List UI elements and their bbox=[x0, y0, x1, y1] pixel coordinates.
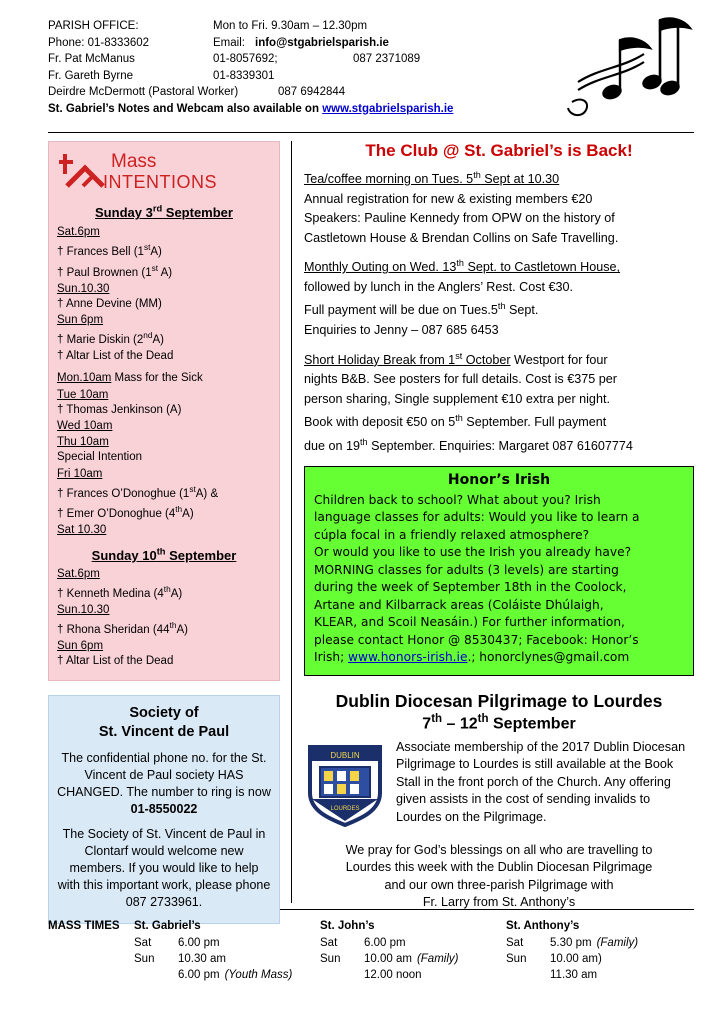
crest-top-text: DUBLIN bbox=[330, 750, 360, 760]
honors-irish-box bbox=[304, 466, 694, 676]
mass-note: (Family) bbox=[596, 937, 639, 949]
mass-time: 6.00 pm bbox=[178, 969, 220, 981]
mass-time-line bbox=[134, 935, 320, 951]
svp-box bbox=[48, 695, 280, 924]
pastoral-worker-name: Deirdre McDermott (Pastoral Worker) bbox=[48, 86, 239, 98]
club-holiday-deposit: Book with deposit €50 on 5th September. Full payment bbox=[304, 413, 607, 430]
mass-day bbox=[506, 967, 550, 983]
honor-line: KLEAR, and Scoil Neasáin.) For further information, bbox=[314, 615, 625, 630]
mass-intentions-box bbox=[48, 141, 280, 681]
mass-day-note: Mass for the Sick bbox=[111, 372, 203, 385]
honor-line: Artane and Kilbarrack areas (Coláiste Dhúlaigh, bbox=[314, 597, 604, 612]
mass-day-heading bbox=[57, 371, 271, 387]
mass-day-heading: Sat 10.30 bbox=[57, 524, 107, 537]
club-holiday-due: due on 19th September. Enquiries: Margaret 087 61607774 bbox=[304, 436, 633, 454]
club-speakers-1: Speakers: Pauline Kennedy from OPW on the history of bbox=[304, 211, 615, 226]
sunday-3-base: Sunday 3 bbox=[95, 205, 153, 221]
honor-line: language classes for adults: Would you like to learn a bbox=[314, 510, 640, 525]
lourdes-date-mid: – 12 bbox=[442, 714, 478, 732]
honor-line: please contact Honor @ 8530437; Facebook: Honor’s bbox=[314, 632, 639, 647]
mass-day: Sat bbox=[506, 937, 524, 949]
pastoral-worker-mobile: 087 6942844 bbox=[278, 86, 346, 98]
pilgrimage-crest-icon bbox=[304, 741, 386, 827]
svp-title-line1: Society of bbox=[129, 704, 199, 721]
svg-text:Mass: Mass bbox=[111, 151, 157, 172]
mass-entry: † Thomas Jenkinson (A) bbox=[57, 403, 182, 416]
club-title: The Club @ St. Gabriel’s is Back! bbox=[365, 141, 633, 160]
contact-row bbox=[48, 18, 488, 35]
sunday-3-sup: rd bbox=[152, 204, 163, 214]
mass-day-label: Mon.10am bbox=[57, 372, 112, 385]
lourdes-crest bbox=[304, 741, 386, 832]
club-holiday-details-1: nights B&B. See posters for full details. Cost is €375 per bbox=[304, 372, 617, 387]
club-tea-line: Tea/coffee morning on Tues. 5th Sept at 10.30 bbox=[304, 170, 560, 187]
sunday-10-tail: September bbox=[165, 547, 237, 563]
mass-note: (Family) bbox=[416, 953, 459, 965]
mass-entry: † Kenneth Medina (4thA) bbox=[57, 584, 183, 600]
lourdes-prayer-line: Fr. Larry from St. Anthony’s bbox=[422, 895, 576, 910]
priest-name-2: Fr. Gareth Byrne bbox=[48, 69, 134, 82]
mass-day-heading: Tue 10am bbox=[57, 388, 109, 401]
mass-time-line bbox=[320, 935, 506, 951]
mass-entry: † Anne Devine (MM) bbox=[57, 297, 162, 310]
mass-day-heading: Sun.10.30 bbox=[57, 282, 110, 295]
mass-day-heading: Wed 10am bbox=[57, 420, 113, 433]
club-speakers-2: Castletown House & Brendan Collins on Safe Travelling. bbox=[304, 230, 619, 245]
club-holiday-details-2: person sharing, Single supplement €10 extra per night. bbox=[304, 391, 610, 406]
lourdes-date-sup2: th bbox=[477, 712, 489, 725]
mass-entry: † Emer O’Donoghue (4thA) bbox=[57, 505, 194, 520]
club-outing-line: Monthly Outing on Wed. 13th Sept. to Castletown House, bbox=[304, 258, 621, 275]
mass-logo-icon bbox=[59, 148, 269, 194]
mass-times-label: MASS TIMES bbox=[48, 920, 120, 932]
lourdes-row bbox=[304, 739, 694, 832]
sunday-3-tail: September bbox=[162, 205, 233, 221]
svp-para1-text: The confidential phone no. for the St. Vincent de Paul society HAS CHANGED. The number to ring is now bbox=[57, 750, 271, 799]
club-holiday-line: Short Holiday Break from 1st October Westport for four bbox=[304, 350, 608, 367]
lourdes-prayer-line: We pray for God’s blessings on all who are travelling to bbox=[345, 842, 653, 857]
lourdes-prayer bbox=[304, 842, 694, 912]
priest-name-1: Fr. Pat McManus bbox=[48, 53, 135, 65]
mass-day: Sat bbox=[134, 937, 152, 949]
honor-line-pre: Irish; bbox=[314, 650, 349, 665]
mass-time-line bbox=[320, 951, 506, 967]
sunday-10-heading bbox=[57, 546, 271, 562]
honor-line-post: .; honorclynes@gmail.com bbox=[467, 650, 630, 665]
webcam-text: St. Gabriel’s Notes and Webcam also available on bbox=[48, 102, 323, 115]
mass-day-heading: Thu 10am bbox=[57, 436, 109, 449]
contact-row bbox=[48, 35, 488, 52]
parish-website-link[interactable]: www.stgabrielsparish.ie bbox=[322, 102, 454, 115]
club-outing-enquiries: Enquiries to Jenny – 087 685 6453 bbox=[304, 323, 499, 338]
priest-phone-1: 01-8057692; bbox=[213, 53, 278, 65]
club-outing-payment: Full payment will be due on Tues.5th Sept. bbox=[304, 301, 539, 318]
office-label: PARISH OFFICE: bbox=[48, 20, 139, 32]
svg-text:INTENTIONS: INTENTIONS bbox=[103, 172, 218, 192]
mass-time-line bbox=[320, 967, 506, 983]
mass-note: (Youth Mass) bbox=[224, 969, 293, 981]
mass-day: Sun bbox=[320, 953, 341, 965]
email-label: Email: bbox=[213, 36, 245, 49]
mass-day: Sat bbox=[320, 937, 338, 949]
office-phone: Phone: 01-8333602 bbox=[48, 36, 150, 49]
church-name: St. Gabriel’s bbox=[134, 920, 201, 932]
lourdes-date-tail: September bbox=[488, 714, 576, 732]
lourdes-date-start: 7 bbox=[422, 714, 432, 732]
mass-day-heading: Sun 6pm bbox=[57, 640, 104, 653]
mass-entry: † Frances Bell (1stA) bbox=[57, 243, 162, 259]
left-column bbox=[48, 141, 292, 909]
mass-times-column-gabriels bbox=[134, 918, 320, 983]
mass-day: Sun bbox=[134, 953, 155, 965]
honor-line: Or would you like to use the Irish you already have? bbox=[314, 545, 632, 560]
office-hours: Mon to Fri. 9.30am – 12.30pm bbox=[213, 20, 368, 32]
mass-time: 5.30 pm bbox=[550, 937, 592, 949]
sunday-10-base: Sunday 10 bbox=[91, 547, 157, 563]
mass-time-line bbox=[506, 935, 676, 951]
mass-entry: † Paul Brownen (1st A) bbox=[57, 263, 173, 279]
contact-row bbox=[48, 68, 488, 85]
honor-line: cúpla focal in a friendly relaxed atmosphere? bbox=[314, 527, 590, 542]
lourdes-prayer-line: and our own three-parish Pilgrimage with bbox=[384, 877, 614, 892]
mass-day bbox=[320, 967, 364, 983]
music-notes-icon bbox=[560, 10, 700, 130]
mass-entry: † Marie Diskin (2ndA) bbox=[57, 331, 164, 347]
lourdes-title: Dublin Diocesan Pilgrimage to Lourdes bbox=[335, 690, 663, 711]
mass-entry: Special Intention bbox=[57, 451, 143, 464]
email-address[interactable]: info@stgabrielsparish.ie bbox=[255, 36, 389, 49]
mass-entry: † Altar List of the Dead bbox=[57, 655, 174, 668]
honor-line-link bbox=[314, 649, 684, 667]
church-name: St. Anthony’s bbox=[506, 920, 580, 932]
lourdes-prayer-line: Lourdes this week with the Dublin Diocesan Pilgrimage bbox=[345, 860, 653, 875]
honor-line: Children back to school? What about you? Irish bbox=[314, 492, 601, 507]
svp-phone-number: 01-8550022 bbox=[130, 801, 198, 816]
lourdes-dates bbox=[304, 713, 694, 733]
mass-day-heading: Sun 6pm bbox=[57, 314, 104, 327]
honor-line: MORNING classes for adults (3 levels) are starting bbox=[314, 562, 619, 577]
mass-day-heading: Sat.6pm bbox=[57, 567, 100, 580]
contact-table bbox=[48, 18, 488, 101]
mass-entry: † Frances O’Donoghue (1stA) & bbox=[57, 484, 219, 500]
svp-paragraph-1 bbox=[57, 750, 271, 818]
mass-time-line bbox=[506, 951, 676, 967]
parish-header bbox=[48, 18, 694, 133]
mass-time-line bbox=[134, 967, 320, 983]
svp-paragraph-2: The Society of St. Vincent de Paul in Clontarf would welcome new members. If you would like to help with this important work, please phone 087 2733961. bbox=[57, 826, 271, 909]
club-registration: Annual registration for new & existing members €20 bbox=[304, 191, 593, 206]
honors-irish-body bbox=[314, 492, 684, 667]
club-holiday-rest: Westport for four bbox=[510, 352, 608, 367]
mass-times-column-johns bbox=[320, 918, 506, 983]
honors-irish-title: Honor’s Irish bbox=[447, 471, 551, 488]
mass-intentions-logo bbox=[57, 148, 271, 194]
mass-time: 12.00 noon bbox=[364, 969, 422, 981]
mass-time: 6.00 pm bbox=[364, 937, 406, 949]
club-outing-lunch: followed by lunch in the Anglers’ Rest. Cost €30. bbox=[304, 279, 574, 294]
mass-entry: † Altar List of the Dead bbox=[57, 349, 174, 362]
sunday-3-heading bbox=[57, 204, 271, 220]
mass-time: 10.30 am bbox=[178, 953, 226, 965]
crest-bottom-text: LOURDES bbox=[330, 805, 360, 812]
mass-time: 11.30 am bbox=[550, 969, 598, 981]
mass-day: Sun bbox=[506, 953, 527, 965]
priest-phone-2: 01-8339301 bbox=[213, 69, 275, 82]
main-content bbox=[48, 141, 694, 910]
mass-day-heading: Sat.6pm bbox=[57, 226, 100, 239]
svp-title-line2: St. Vincent de Paul bbox=[98, 723, 230, 740]
contact-row bbox=[48, 84, 488, 101]
mass-time: 10.00 am bbox=[364, 953, 412, 965]
mass-entry: † Rhona Sheridan (44thA) bbox=[57, 621, 188, 636]
mass-day-heading: Fri 10am bbox=[57, 467, 103, 480]
contact-row bbox=[48, 51, 488, 68]
mass-times-column-anthonys bbox=[506, 918, 676, 983]
lourdes-date-sup1: th bbox=[431, 712, 443, 725]
sunday-10-sup: th bbox=[156, 546, 166, 557]
lourdes-paragraph: Associate membership of the 2017 Dublin Diocesan Pilgrimage to Lourdes is still available at the Book Stall in the front porch of the Church. Any offering given assists in the cost of sending invalids to Lourdes on the Pilgrimage. bbox=[396, 739, 686, 824]
right-column bbox=[292, 141, 694, 910]
priest-mobile-1: 087 2371089 bbox=[353, 53, 421, 65]
mass-time: 10.00 am) bbox=[550, 953, 602, 965]
mass-times-footer bbox=[48, 909, 694, 983]
mass-time-line bbox=[134, 951, 320, 967]
church-name: St. John’s bbox=[320, 920, 375, 932]
honor-line: during the week of September 18th in the Coolock, bbox=[314, 580, 627, 595]
mass-time: 6.00 pm bbox=[178, 937, 220, 949]
mass-day-heading: Sun.10.30 bbox=[57, 604, 110, 617]
honors-irish-website-link[interactable]: www.honors-irish.ie bbox=[348, 650, 468, 665]
mass-day bbox=[134, 967, 178, 983]
mass-time-line bbox=[506, 967, 676, 983]
